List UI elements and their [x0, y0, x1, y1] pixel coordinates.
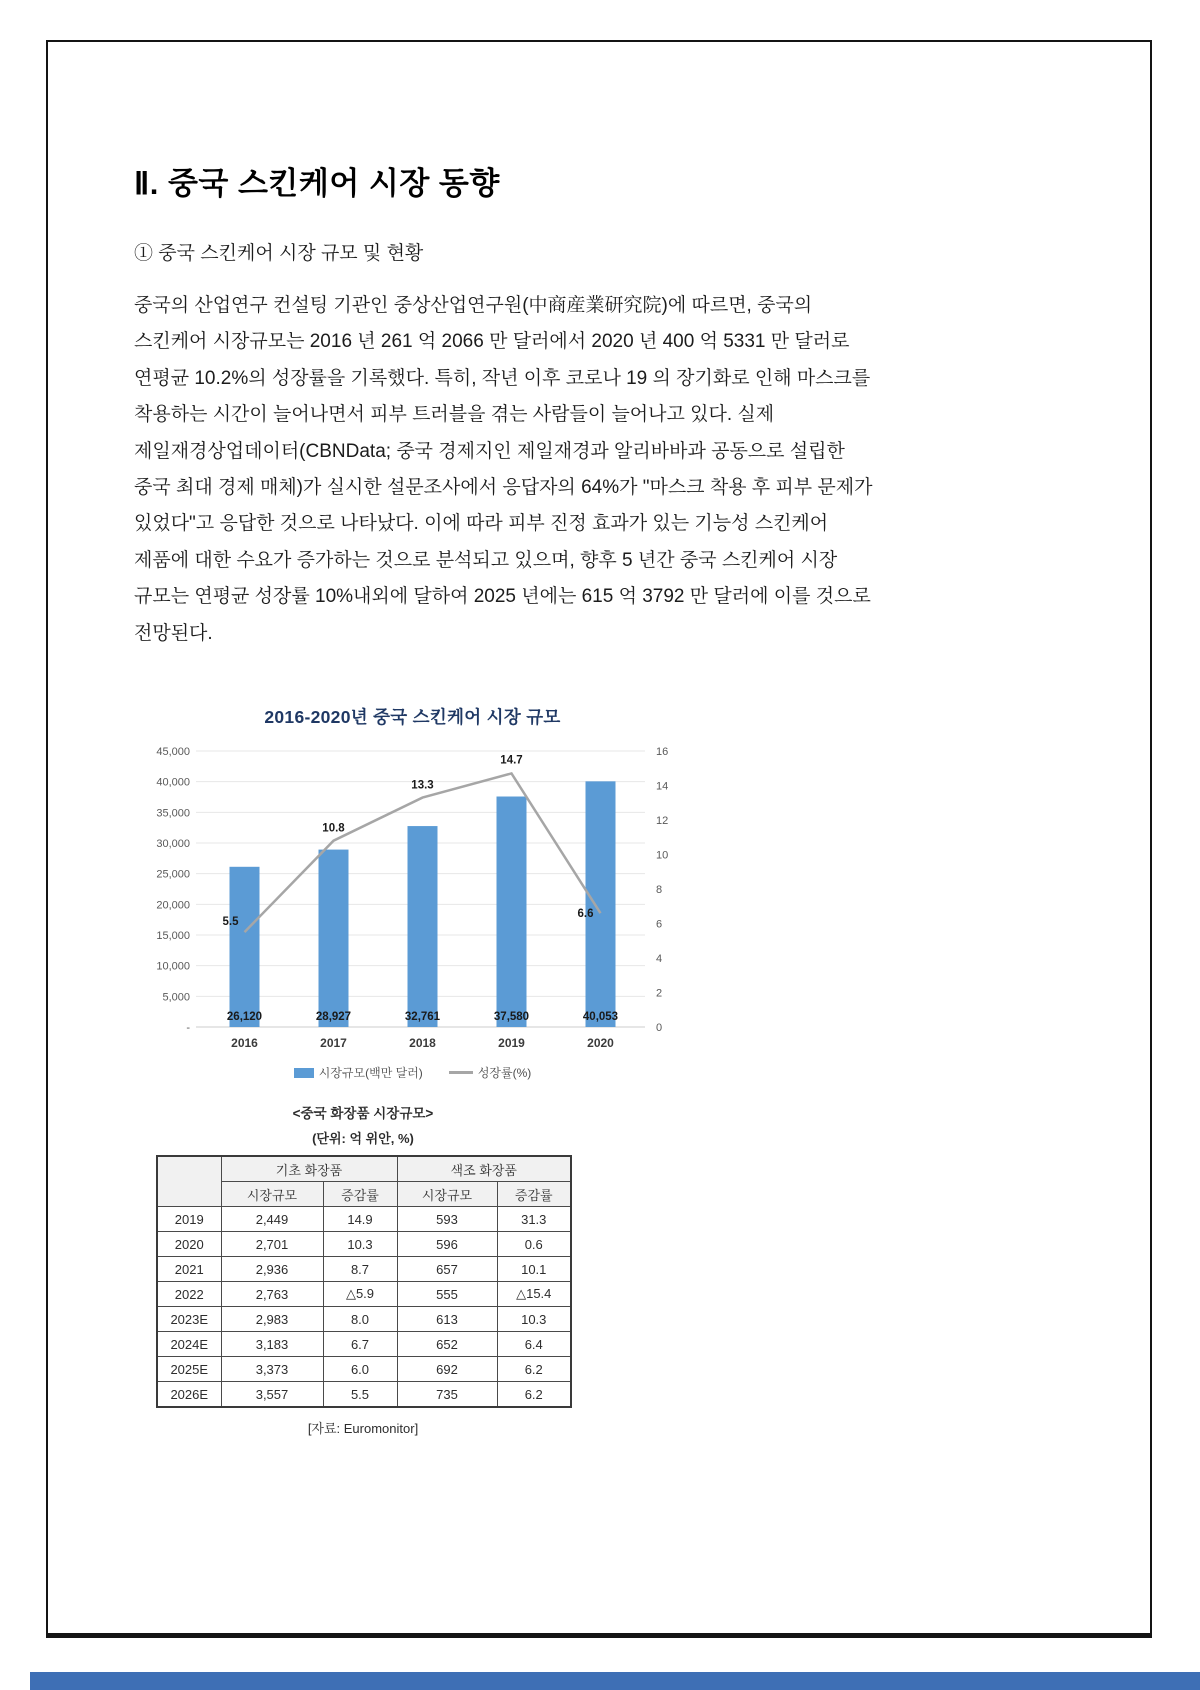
right-axis-label: 14 [656, 780, 669, 793]
bar [230, 867, 260, 1027]
left-axis-label: 20,000 [156, 899, 190, 912]
x-axis-label: 2020 [587, 1036, 614, 1050]
x-axis-label: 2019 [498, 1036, 525, 1050]
table-cell: 2,936 [221, 1257, 323, 1282]
left-axis-label: 30,000 [156, 838, 190, 850]
line-value-label: 6.6 [577, 908, 594, 921]
body-paragraph [134, 288, 1034, 652]
line-swatch-icon [449, 1071, 473, 1074]
right-axis-label: 0 [656, 1022, 663, 1034]
table-cell: △15.4 [497, 1282, 571, 1307]
table-cell: 31.3 [497, 1207, 571, 1232]
bar [497, 797, 527, 1027]
legend-item-bar [294, 1064, 423, 1081]
legend-item-line [449, 1064, 531, 1081]
table-cell: 8.7 [323, 1257, 397, 1282]
table-cell: 2020 [157, 1232, 221, 1257]
table-cell: 2024E [157, 1332, 221, 1357]
table-row [157, 1282, 571, 1307]
paragraph-line: 연평균 10.2%의 성장률을 기록했다. 특히, 작년 이후 코로나 19 의 장기화로 인해 마스크를 [134, 367, 871, 389]
chart-svg [140, 737, 685, 1057]
table-unit-note: (단위: 억 위안, %) [312, 1131, 414, 1146]
table-cell: 3,373 [221, 1357, 323, 1382]
line-value-label: 14.7 [500, 754, 523, 767]
bar [408, 826, 438, 1027]
right-axis-label: 4 [656, 953, 663, 965]
paragraph-line: 착용하는 시간이 늘어나면서 피부 트러블을 겪는 사람들이 늘어나고 있다. 실제 [134, 404, 775, 426]
right-axis-label: 6 [656, 918, 663, 931]
table-row [157, 1232, 571, 1257]
bottom-blue-bar [30, 1672, 1200, 1690]
section-subheading: ① 중국 스킨케어 시장 규모 및 현황 [134, 243, 424, 264]
table-row [157, 1207, 571, 1232]
left-axis-label: 15,000 [156, 930, 190, 942]
paragraph-line: 전망된다. [134, 622, 213, 644]
table-row [157, 1307, 571, 1332]
bar-value-label: 37,580 [493, 1011, 530, 1023]
table-subheader: 시장규모 [221, 1182, 323, 1207]
table-cell: 5.5 [323, 1382, 397, 1408]
line-value-label: 5.5 [222, 916, 239, 929]
paragraph-line: 있었다"고 응답한 것으로 나타났다. 이에 따라 피부 진정 효과가 있는 기능성 스킨케어 [134, 513, 829, 535]
table-subheader: 증감률 [497, 1182, 571, 1207]
table-cell: 657 [397, 1257, 497, 1282]
bar-value-label: 26,120 [226, 1011, 263, 1023]
left-axis-label: 5,000 [162, 991, 190, 1004]
table-group-color: 색조 화장품 [397, 1156, 571, 1182]
table-cell: 593 [397, 1207, 497, 1232]
paragraph-line: 중국 최대 경제 매체)가 실시한 설문조사에서 응답자의 64%가 "마스크 착용 후 피부 문제가 [134, 476, 873, 498]
table-cell: 10.3 [323, 1232, 397, 1257]
table-row [157, 1257, 571, 1282]
table-cell: 2,701 [221, 1232, 323, 1257]
right-axis-label: 8 [656, 884, 663, 896]
table-cell: 14.9 [323, 1207, 397, 1232]
chart-title: 2016-2020년 중국 스킨케어 시장 규모 [264, 707, 561, 727]
x-axis-label: 2018 [409, 1036, 436, 1050]
paragraph-line: 중국의 산업연구 컨설팅 기관인 중상산업연구원(中商産業研究院)에 따르면, 중국의 [134, 295, 813, 316]
table-cell: 735 [397, 1382, 497, 1408]
right-axis-label: 12 [656, 815, 669, 827]
legend-bar-label: 시장규모(백만 달러) [318, 1066, 423, 1080]
table-cell: 6.0 [323, 1357, 397, 1382]
bar-swatch-icon [294, 1068, 314, 1078]
section-heading: Ⅱ. 중국 스킨케어 시장 동향 [134, 166, 500, 201]
table-subheader: 증감률 [323, 1182, 397, 1207]
table-cell: 10.1 [497, 1257, 571, 1282]
table-cell: 2025E [157, 1357, 221, 1382]
left-axis-label: 40,000 [156, 776, 190, 789]
table-cell: 555 [397, 1282, 497, 1307]
right-axis-label: 2 [656, 987, 663, 1000]
table-caption: <중국 화장품 시장규모> [292, 1106, 434, 1121]
table-cell: 0.6 [497, 1232, 571, 1257]
table-row [157, 1332, 571, 1357]
bar-value-label: 40,053 [582, 1011, 619, 1023]
right-axis-label: 10 [656, 849, 669, 862]
table-group-header-row [157, 1156, 571, 1182]
table-cell: 2019 [157, 1207, 221, 1232]
table-cell: 2022 [157, 1282, 221, 1307]
table-row [157, 1382, 571, 1408]
line-value-label: 13.3 [411, 779, 434, 792]
chart-plot-area [140, 737, 685, 1062]
table-cell: 2021 [157, 1257, 221, 1282]
table-cell: 596 [397, 1232, 497, 1257]
table-corner-cell [157, 1156, 221, 1207]
legend-line-label: 성장률(%) [477, 1066, 532, 1080]
market-chart [140, 705, 685, 1081]
table-cell: 3,183 [221, 1332, 323, 1357]
table-cell: 692 [397, 1357, 497, 1382]
table-cell: 2,449 [221, 1207, 323, 1232]
table-cell: 6.7 [323, 1332, 397, 1357]
x-axis-label: 2016 [231, 1036, 258, 1050]
table-cell: 6.2 [497, 1382, 571, 1408]
left-axis-label: - [186, 1022, 190, 1034]
left-axis-label: 10,000 [156, 960, 190, 973]
table-cell: 3,557 [221, 1382, 323, 1408]
line-value-label: 10.8 [322, 822, 345, 835]
left-axis-label: 45,000 [156, 746, 190, 758]
table-cell: 2026E [157, 1382, 221, 1408]
table-cell: △5.9 [323, 1282, 397, 1307]
paragraph-line: 스킨케어 시장규모는 2016 년 261 억 2066 만 달러에서 2020 년 400 억 5331 만 달러로 [134, 331, 850, 353]
chart-legend [140, 1064, 685, 1081]
table-subheader: 시장규모 [397, 1182, 497, 1207]
table-row [157, 1357, 571, 1382]
x-axis-label: 2017 [320, 1036, 347, 1050]
right-axis-label: 16 [656, 746, 669, 758]
bar [586, 781, 616, 1027]
table-cell: 2,763 [221, 1282, 323, 1307]
table-cell: 8.0 [323, 1307, 397, 1332]
left-axis-label: 25,000 [156, 868, 190, 881]
bar [319, 850, 349, 1027]
paragraph-line: 제품에 대한 수요가 증가하는 것으로 분석되고 있으며, 향후 5 년간 중국 스킨케어 시장 [134, 549, 838, 571]
bar-value-label: 28,927 [315, 1011, 352, 1023]
source-note: [자료: Euromonitor] [307, 1421, 419, 1436]
table-cell: 2,983 [221, 1307, 323, 1332]
table-group-basic: 기초 화장품 [221, 1156, 397, 1182]
paragraph-line: 제일재경상업데이터(CBNData; 중국 경제지인 제일재경과 알리바바과 공동으로 설립한 [134, 440, 845, 462]
left-axis-label: 35,000 [156, 807, 190, 820]
table-cell: 652 [397, 1332, 497, 1357]
bar-value-label: 32,761 [404, 1011, 441, 1023]
table-cell: 2023E [157, 1307, 221, 1332]
cosmetics-market-table [156, 1155, 572, 1408]
table-cell: 6.2 [497, 1357, 571, 1382]
paragraph-line: 규모는 연평균 성장률 10%내외에 달하여 2025 년에는 615 억 3792 만 달러에 이를 것으로 [134, 586, 871, 608]
table-cell: 613 [397, 1307, 497, 1332]
table-cell: 6.4 [497, 1332, 571, 1357]
table-cell: 10.3 [497, 1307, 571, 1332]
